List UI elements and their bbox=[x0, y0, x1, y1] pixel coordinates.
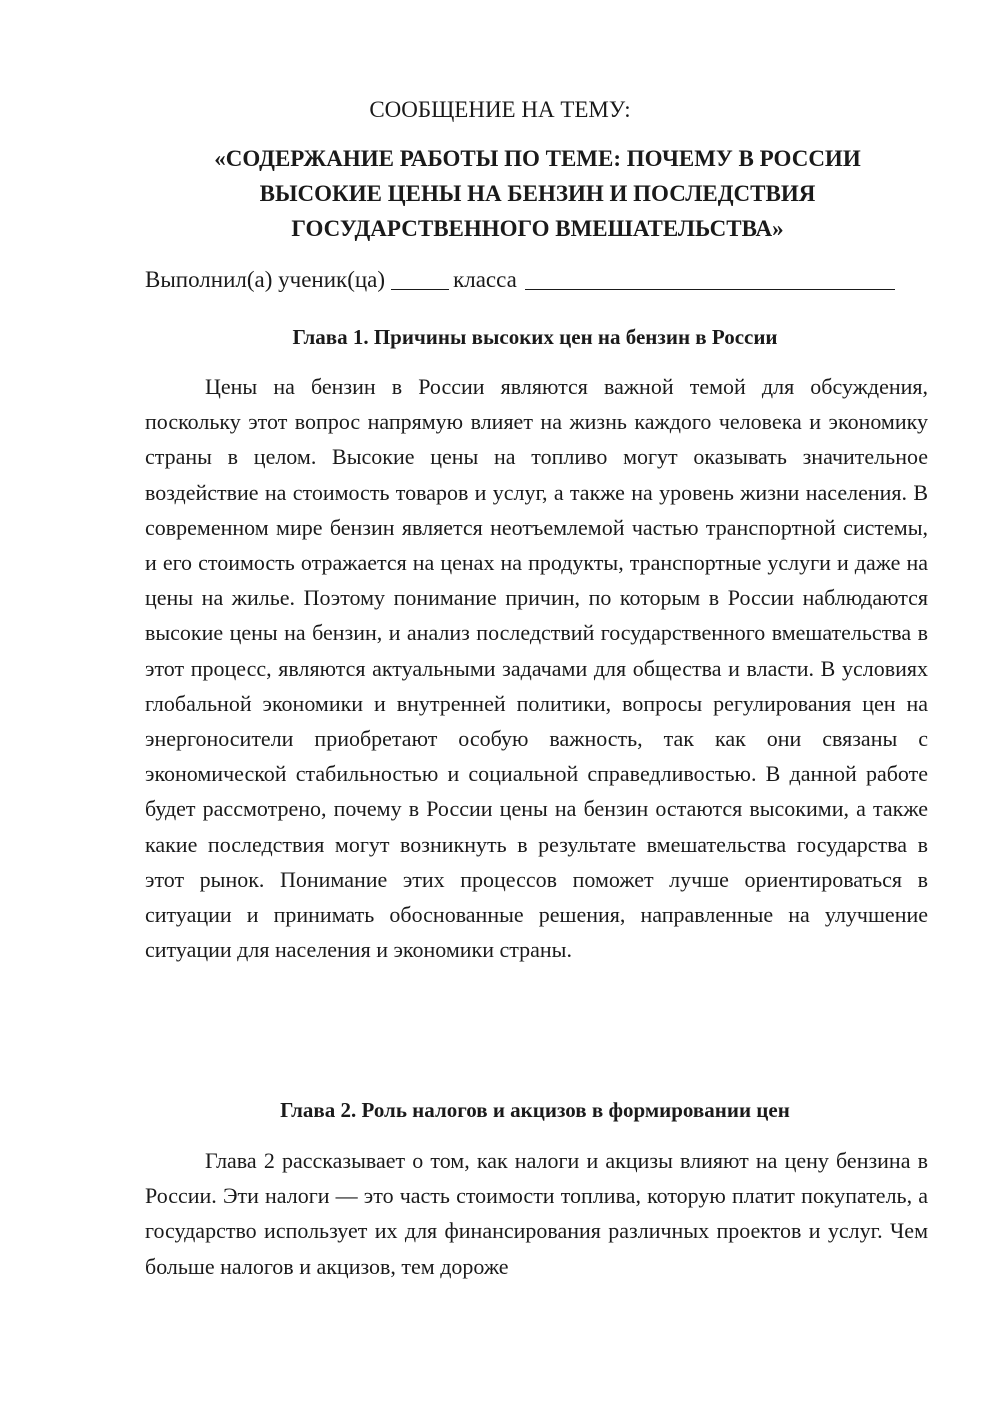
title-line-3: ГОСУДАРСТВЕННОГО ВМЕШАТЕЛЬСТВА» bbox=[291, 216, 784, 241]
chapter-1-paragraph: Цены на бензин в России являются важной темой для обсуждения, поскольку этот вопрос напрямую влияет на жизнь каждого человека и экономику страны в целом. Высокие цены на топливо могут оказывать значительное воздействие на стоимость товаров и услуг, а также на уровень жизни населения. В современном мире бензин является неотъемлемой частью транспортной системы, и его стоимость отражается на ценах на продукты, транспортные услуги и даже на цены на жилье. Поэтому понимание причин, по которым в России наблюдаются высокие цены на бензин, и анализ последствий государственного вмешательства в этот процесс, являются актуальными задачами для общества и власти. В условиях глобальной экономики и внутренней политики, вопросы регулирования цен на энергоносители приобретают особую важность, так как они связаны с экономической стабильностью и социальной справедливостью. В данной работе будет рассмотрено, почему в России цены на бензин остаются высокими, а также какие последствия могут возникнуть в результате вмешательства государства в этот рынок. Понимание этих процессов поможет лучше ориентироваться в ситуации и принимать обоснованные решения, направленные на улучшение ситуации для населения и экономики страны. bbox=[145, 374, 928, 963]
title-line-2: ВЫСОКИЕ ЦЕНЫ НА БЕНЗИН И ПОСЛЕДСТВИЯ bbox=[259, 181, 816, 206]
class-label: класса bbox=[453, 267, 517, 292]
author-line bbox=[145, 266, 895, 294]
author-prefix: Выполнил(а) ученик(ца) bbox=[145, 267, 386, 292]
class-blank-line bbox=[391, 269, 449, 290]
chapter-1-heading: Глава 1. Причины высоких цен на бензин в России bbox=[292, 325, 778, 349]
title-line-1: «СОДЕРЖАНИЕ РАБОТЫ ПО ТЕМЕ: ПОЧЕМУ В РОССИИ bbox=[214, 146, 861, 171]
chapter-2-paragraph: Глава 2 рассказывает о том, как налоги и акцизы влияют на цену бензина в России. Эти налоги — это часть стоимости топлива, которую платит покупатель, а государство использует их для финансирования различных проектов и услуг. Чем больше налогов и акцизов, тем дороже bbox=[145, 1148, 928, 1279]
pre-title: СООБЩЕНИЕ НА ТЕМУ: bbox=[369, 97, 631, 122]
document-title bbox=[150, 141, 925, 246]
chapter-2-heading: Глава 2. Роль налогов и акцизов в формировании цен bbox=[280, 1098, 790, 1122]
name-blank-line bbox=[525, 269, 895, 290]
